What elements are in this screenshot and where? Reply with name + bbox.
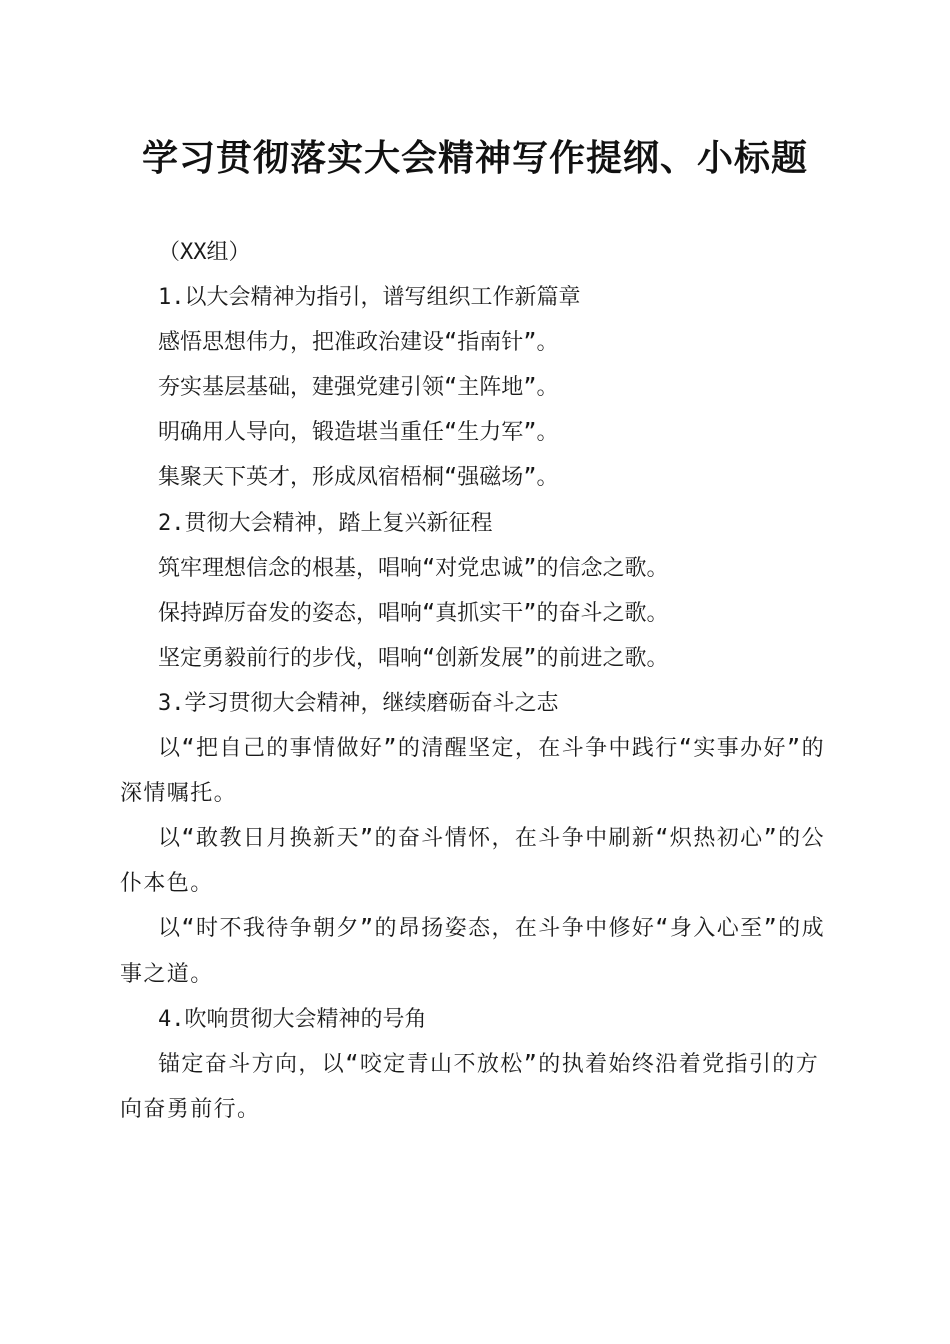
section-heading-1: 1.以大会精神为指引，谱写组织工作新篇章 <box>158 285 581 311</box>
subtitle-line: 保持踔厉奋发的姿态，唱响“真抓实干”的奋斗之歌。 <box>158 600 669 626</box>
subtitle-line: 集聚天下英才，形成凤宿梧桐“强磁场”。 <box>158 465 559 491</box>
document-title: 学习贯彻落实大会精神写作提纲、小标题 <box>141 137 808 179</box>
subtitle-line: 坚定勇毅前行的步伐，唱响“创新发展”的前进之歌。 <box>158 645 669 671</box>
subtitle-paragraph: 锚定奋斗方向，以“咬定青山不放松”的执着始终沿着党指引的方向奋勇前行。 <box>120 1051 820 1122</box>
subtitle-line: 筑牢理想信念的根基，唱响“对党忠诚”的信念之歌。 <box>158 555 669 581</box>
subtitle-line: 夯实基层基础，建强党建引领“主阵地”。 <box>158 375 559 401</box>
subtitle-paragraph: 以“时不我待争朝夕”的昂扬姿态，在斗争中修好“身入心至”的成事之道。 <box>120 916 825 987</box>
section-heading-4: 4.吹响贯彻大会精神的号角 <box>158 1006 427 1032</box>
section-heading-2: 2.贯彻大会精神，踏上复兴新征程 <box>158 510 493 536</box>
subtitle-paragraph: 以“把自己的事情做好”的清醒坚定，在斗争中践行“实事办好”的深情嘱托。 <box>120 736 825 807</box>
subtitle-paragraph: 以“敢教日月换新天”的奋斗情怀，在斗争中刷新“炽热初心”的公仆本色。 <box>120 826 825 897</box>
group-label: （XX组） <box>158 240 251 265</box>
subtitle-line: 明确用人导向，锻造堪当重任“生力军”。 <box>158 420 559 446</box>
subtitle-line: 感悟思想伟力，把准政治建设“指南针”。 <box>158 330 559 356</box>
document-body <box>120 230 832 1132</box>
section-heading-3: 3.学习贯彻大会精神，继续磨砺奋斗之志 <box>158 690 559 716</box>
